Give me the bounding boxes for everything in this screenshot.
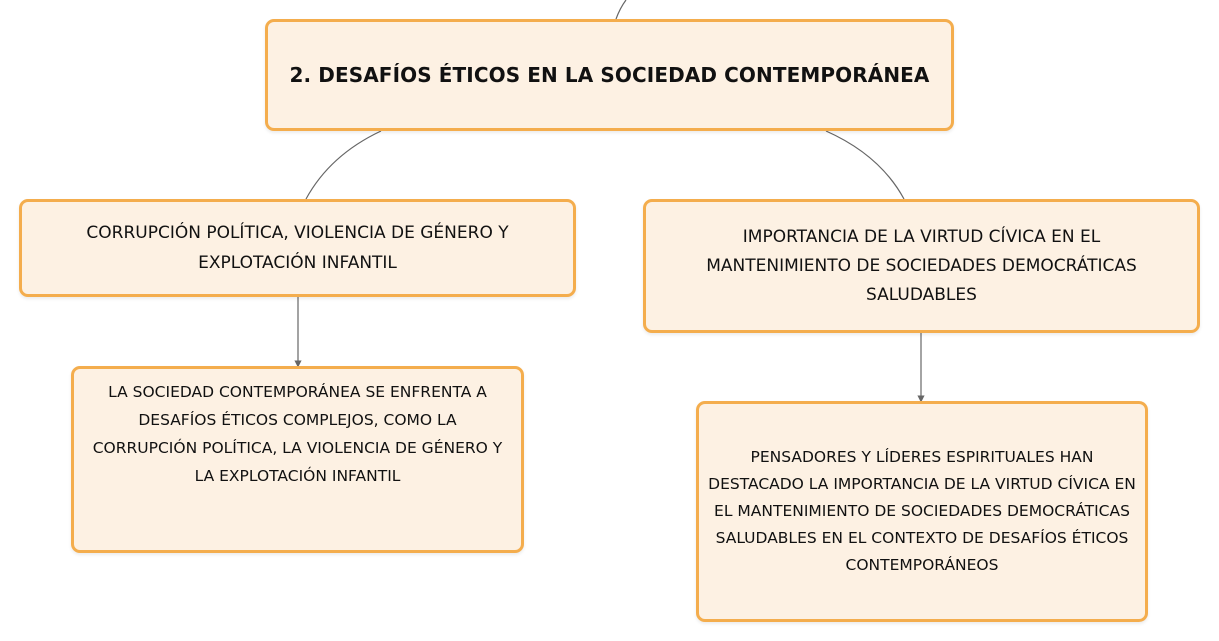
parent-connector xyxy=(616,0,626,19)
detail-node-civic-virtue[interactable] xyxy=(696,401,1148,622)
subtopic-node-civic-virtue[interactable] xyxy=(643,199,1200,333)
subtopic-label-corruption: CORRUPCIÓN POLÍTICA, VIOLENCIA DE GÉNERO Y EXPLOTACIÓN INFANTIL xyxy=(86,223,509,273)
detail-label-corruption: LA SOCIEDAD CONTEMPORÁNEA SE ENFRENTA A DESAFÍOS ÉTICOS COMPLEJOS, COMO LA CORRUPCIÓN POLÍTICA, LA VIOLENCIA DE GÉNERO Y LA EXPLOTACIÓN INFANTIL xyxy=(92,382,503,485)
subtopic-node-corruption[interactable] xyxy=(19,199,576,297)
root-topic-node[interactable] xyxy=(265,19,954,131)
subtopic-label-civic-virtue: IMPORTANCIA DE LA VIRTUD CÍVICA EN EL MANTENIMIENTO DE SOCIEDADES DEMOCRÁTICAS SALUDABLES xyxy=(706,226,1137,305)
connector-root-to-right-branch xyxy=(826,131,904,199)
root-topic-label: 2. DESAFÍOS ÉTICOS EN LA SOCIEDAD CONTEMPORÁNEA xyxy=(289,63,930,87)
connector-root-to-left-branch xyxy=(306,131,381,199)
detail-label-civic-virtue: PENSADORES Y LÍDERES ESPIRITUALES HAN DESTACADO LA IMPORTANCIA DE LA VIRTUD CÍVICA EN EL MANTENIMIENTO DE SOCIEDADES DEMOCRÁTICAS SALUDABLES EN EL CONTEXTO DE DESAFÍOS ÉTICOS CONTEMPORÁNEOS xyxy=(708,448,1136,574)
detail-node-corruption[interactable] xyxy=(71,366,524,553)
